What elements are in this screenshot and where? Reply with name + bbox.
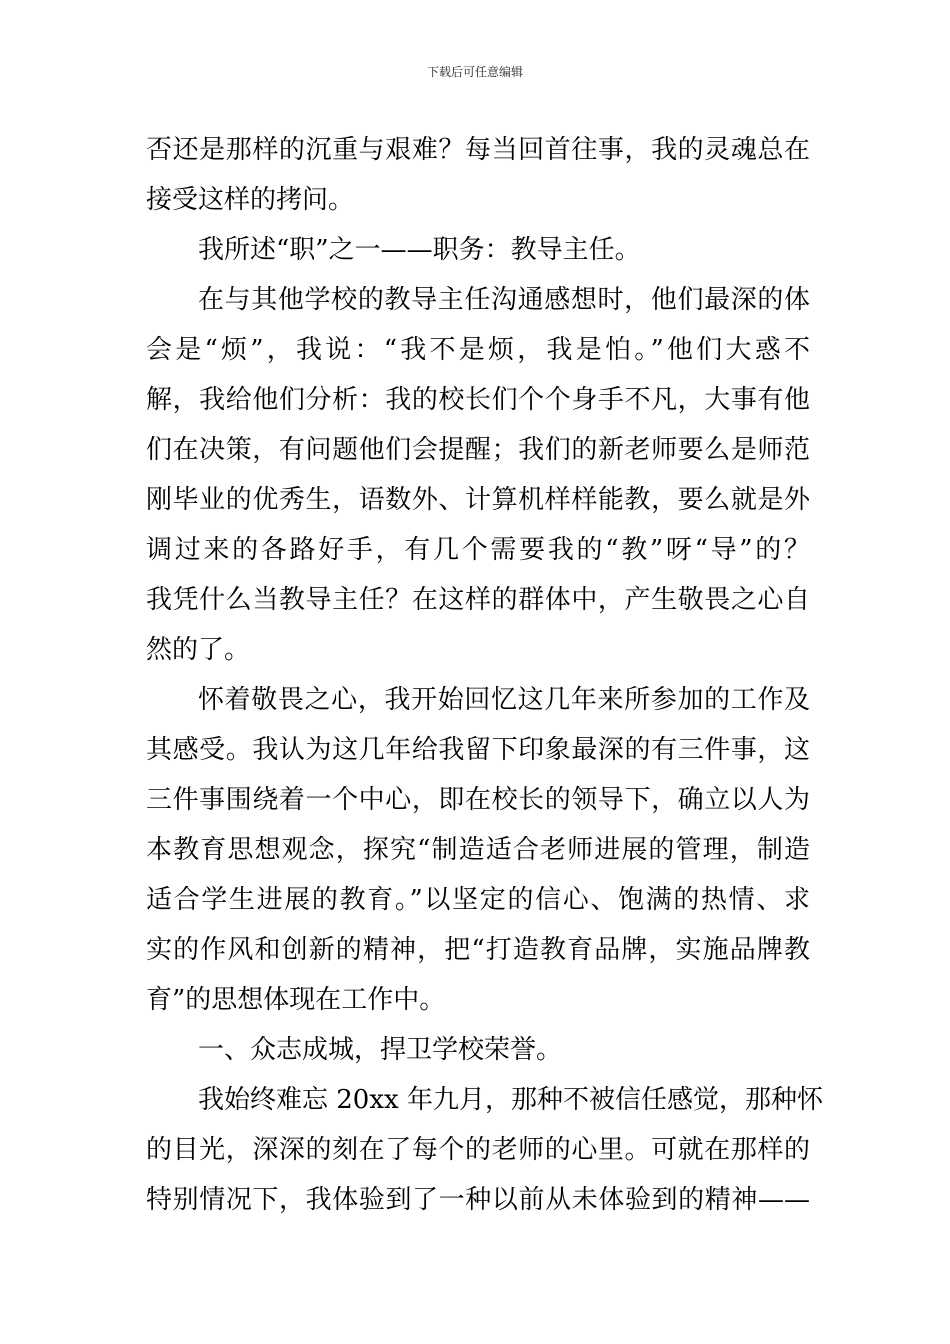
text-line: 否还是那样的沉重与艰难？每当回首往事，我的灵魂总在 [146, 135, 810, 165]
text-line: 们在决策，有问题他们会提醒；我们的新老师要么是师范 [146, 435, 810, 465]
text-line: 会是“烦”，我说：“我不是烦，我是怕。”他们大惑不 [146, 335, 810, 365]
page-header: 下载后可任意编辑 [426, 65, 523, 79]
text-line: 怀着敬畏之心，我开始回忆这几年来所参加的工作及 [198, 685, 810, 715]
paragraph [146, 125, 810, 225]
section-heading [146, 1025, 810, 1075]
text-line: 适合学生进展的教育。”以坚定的信心、饱满的热情、求 [146, 885, 810, 915]
text-line: 实的作风和创新的精神，把“打造教育品牌，实施品牌教 [146, 935, 810, 965]
text-line: 的目光，深深的刻在了每个的老师的心里。可就在那样的 [146, 1135, 810, 1165]
text-line: 我所述“职”之一——职务：教导主任。 [198, 235, 641, 265]
text-line: 解，我给他们分析：我的校长们个个身手不凡，大事有他 [146, 385, 810, 415]
text-line: 然的了。 [146, 635, 251, 665]
text-line: 一、众志成城，捍卫学校荣誉。 [198, 1035, 563, 1065]
text-line: 调过来的各路好手，有几个需要我的“教”呀“导”的？ [146, 535, 810, 565]
paragraph [146, 675, 810, 1025]
text-line: 我凭什么当教导主任？在这样的群体中，产生敬畏之心自 [146, 585, 810, 615]
text-line: 其感受。我认为这几年给我留下印象最深的有三件事，这 [146, 735, 810, 765]
text-line: 我始终难忘 20xx 年九月，那种不被信任感觉，那种怀 [198, 1085, 823, 1115]
text-line: 刚毕业的优秀生，语数外、计算机样样能教，要么就是外 [146, 485, 810, 515]
text-line: 在与其他学校的教导主任沟通感想时，他们最深的体 [198, 285, 810, 315]
paragraph [146, 225, 810, 275]
text-line: 接受这样的拷问。 [146, 185, 355, 215]
text-line: 三件事围绕着一个中心，即在校长的领导下，确立以人为 [146, 785, 810, 815]
paragraph [146, 275, 810, 675]
text-line: 育”的思想体现在工作中。 [146, 985, 446, 1015]
text-line: 特别情况下，我体验到了一种以前从未体验到的精神—— [146, 1185, 810, 1215]
paragraph [146, 1075, 823, 1225]
document-body [146, 125, 823, 1225]
text-line: 本教育思想观念，探究“制造适合老师进展的管理，制造 [146, 835, 810, 865]
